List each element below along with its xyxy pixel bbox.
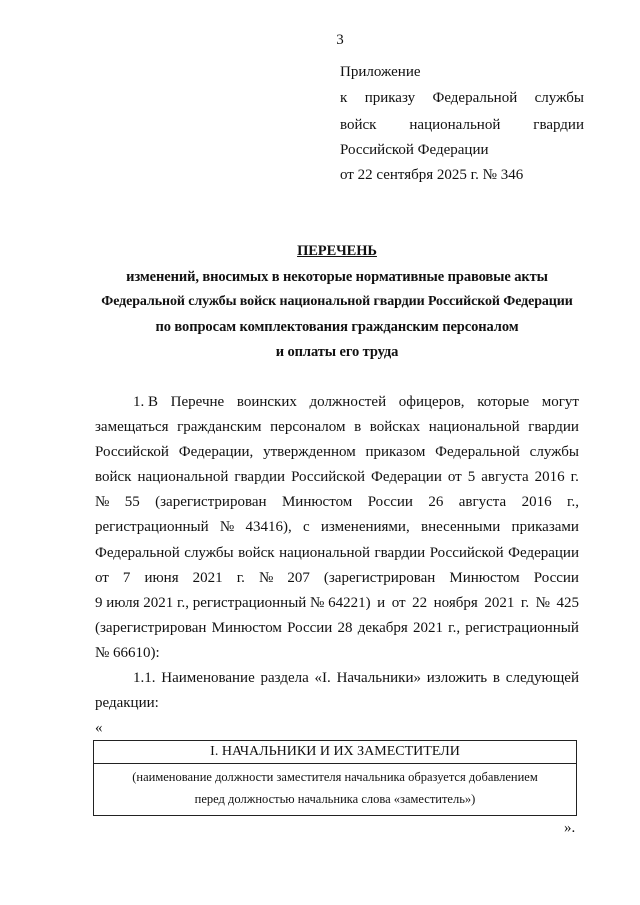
word: войск: [238, 545, 275, 561]
para1-line-5: [95, 494, 579, 511]
word: приказу: [364, 90, 416, 106]
word: воинских: [236, 394, 297, 410]
word: 2021: [412, 620, 443, 636]
word: г.: [520, 595, 530, 611]
para1-line-3: [95, 444, 579, 461]
word: ноября: [433, 595, 478, 611]
word: 22: [412, 595, 428, 611]
word: Федеральной: [432, 90, 518, 106]
table-divider: [94, 763, 576, 764]
word: Начальники»: [336, 670, 421, 686]
word: от: [95, 570, 109, 586]
word: к: [340, 90, 348, 106]
word: могут: [541, 394, 579, 410]
word: (зарегистрирован: [95, 620, 207, 636]
word: изменениями,: [320, 519, 410, 535]
word: (зарегистрирован: [155, 494, 267, 510]
open-quote: «: [95, 720, 103, 736]
word: раздела: [260, 670, 309, 686]
word: г.: [236, 570, 245, 586]
word: №: [535, 595, 550, 611]
word: Наименование: [161, 670, 255, 686]
word: гвардии: [374, 545, 426, 561]
word: утвержденном: [263, 444, 356, 460]
appendix-line-federation: Российской Федерации: [340, 142, 489, 158]
word: 2016: [534, 469, 565, 485]
appendix-date-number: от 22 сентября 2025 г. № 346: [340, 167, 524, 183]
word: №: [95, 494, 110, 510]
title-line-4: и оплаты его труда: [275, 344, 399, 360]
word: персоналом: [270, 419, 346, 435]
document-title: [95, 243, 579, 260]
word: августа: [458, 494, 507, 510]
word: Федерации: [371, 469, 442, 485]
para1-line-10: [95, 620, 579, 637]
word: г.,: [448, 620, 461, 636]
word: Федерации: [508, 545, 579, 561]
word: Минюстом: [449, 570, 520, 586]
word: службы: [529, 444, 579, 460]
word: войсках: [369, 419, 421, 435]
para1-line-8: [95, 570, 579, 587]
para2-line-1: [133, 670, 579, 687]
word: гвардии: [533, 117, 584, 133]
word: 28: [337, 620, 353, 636]
word: офицеров,: [398, 394, 465, 410]
word: гражданским: [177, 419, 262, 435]
word: приказом: [365, 444, 426, 460]
word: августа: [481, 469, 529, 485]
word: и: [377, 595, 386, 611]
word: Минюстом: [281, 494, 353, 510]
para1-line-4: [95, 469, 579, 486]
word: внесенными: [420, 519, 501, 535]
section-table: [93, 740, 577, 816]
para1-line-1: [133, 394, 579, 411]
word: г.,: [566, 494, 579, 510]
word: Федеральной: [95, 545, 180, 561]
word: службы: [184, 545, 234, 561]
appendix-line-troops: [340, 117, 584, 134]
word: Российской: [291, 469, 366, 485]
word: в: [492, 670, 501, 686]
para1-line-7: [95, 545, 579, 562]
word: июня: [144, 570, 179, 586]
close-quote: ».: [564, 820, 576, 836]
word: г.: [570, 469, 579, 485]
table-note-line-2: перед должностью начальника слова «заместитель»): [194, 792, 476, 806]
word: 425: [556, 595, 579, 611]
word: 1.1.: [133, 670, 156, 686]
word: декабря: [357, 620, 408, 636]
word: Федерации,: [178, 444, 254, 460]
word: 26: [428, 494, 444, 510]
page-number: 3: [336, 32, 344, 48]
word: России: [367, 494, 413, 510]
word: должностей: [309, 394, 387, 410]
word: регистрационный: [465, 620, 579, 636]
word: национальной: [137, 469, 229, 485]
word: 55: [124, 494, 140, 510]
word: замещаться: [95, 419, 169, 435]
para2-line-2: редакции:: [95, 695, 159, 711]
word: 5: [467, 469, 476, 485]
word: с: [302, 519, 310, 535]
word: «I.: [314, 670, 331, 686]
word: изложить: [426, 670, 488, 686]
word: от: [391, 595, 406, 611]
word: 1. В: [133, 394, 159, 410]
title-line-1: изменений, вносимых в некоторые нормативные правовые акты: [126, 269, 548, 285]
word: следующей: [505, 670, 579, 686]
table-section-title: I. НАЧАЛЬНИКИ И ИХ ЗАМЕСТИТЕЛИ: [210, 744, 460, 759]
word: Федеральной: [435, 444, 520, 460]
word: №: [258, 570, 274, 586]
table-note-line-1: (наименование должности заместителя начальника образуется добавлением: [132, 770, 538, 784]
title-main: ПЕРЕЧЕНЬ: [297, 243, 377, 259]
word: в: [354, 419, 362, 435]
word: гвардии: [528, 419, 579, 435]
word: Российской: [95, 444, 169, 460]
word: 207: [287, 570, 310, 586]
title-line-3: по вопросам комплектования гражданским персоналом: [155, 319, 519, 335]
word: 2016: [521, 494, 552, 510]
word: Российской: [429, 545, 504, 561]
word: войск: [340, 117, 377, 133]
word: 43416),: [245, 519, 292, 535]
word: регистрационный: [95, 519, 209, 535]
word: 2021: [484, 595, 515, 611]
para1-line-2: [95, 419, 579, 436]
word: войск: [95, 469, 132, 485]
para1-line-9: [95, 595, 579, 612]
word: 9 июля 2021 г., регистрационный № 64221): [95, 595, 371, 611]
para1-line-11: № 66610):: [95, 645, 160, 661]
appendix-line-order: [340, 90, 584, 107]
word: от: [447, 469, 462, 485]
word: (зарегистрирован: [323, 570, 436, 586]
word: службы: [534, 90, 584, 106]
word: Минюстом: [211, 620, 282, 636]
word: национальной: [279, 545, 370, 561]
word: 2021: [192, 570, 223, 586]
word: гвардии: [234, 469, 286, 485]
word: национальной: [428, 419, 520, 435]
word: №: [219, 519, 235, 535]
word: приказами: [511, 519, 579, 535]
word: Перечне: [170, 394, 225, 410]
word: 7: [122, 570, 131, 586]
appendix-label: Приложение: [340, 64, 421, 80]
title-line-2: Федеральной службы войск национальной гвардии Российской Федерации: [101, 294, 573, 309]
word: которые: [477, 394, 530, 410]
word: национальной: [409, 117, 501, 133]
word: России: [287, 620, 333, 636]
word: России: [533, 570, 579, 586]
para1-line-6: [95, 519, 579, 536]
